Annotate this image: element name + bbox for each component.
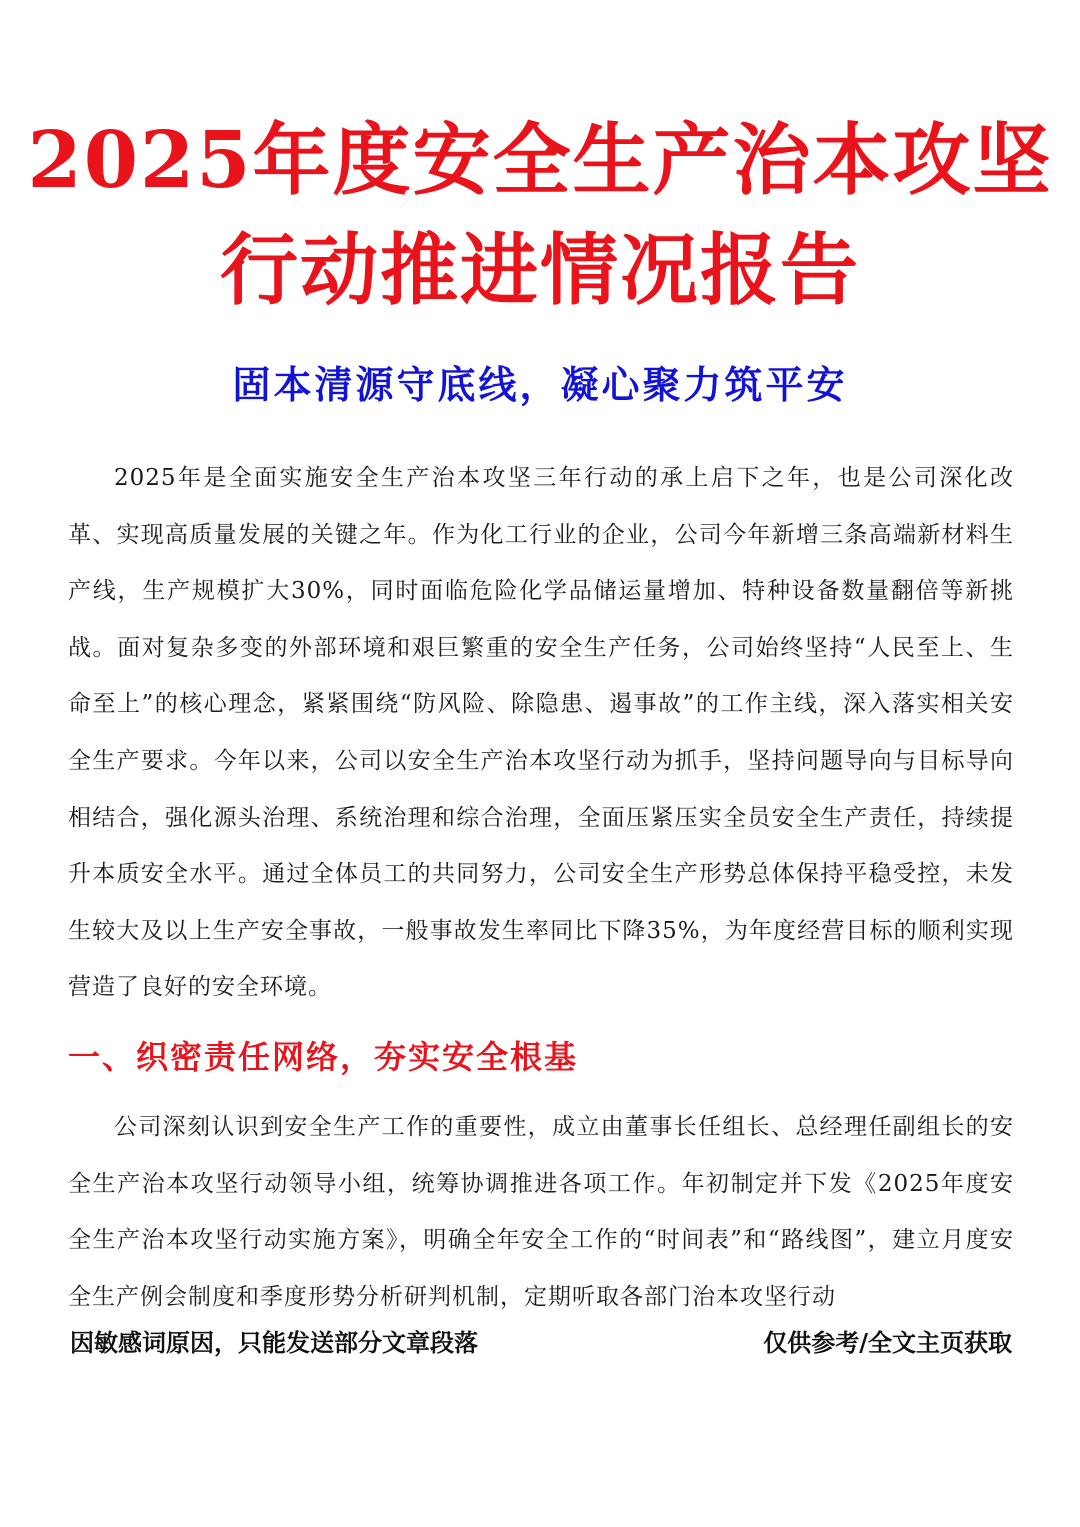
intro-paragraph: 2025年是全面实施安全生产治本攻坚三年行动的承上启下之年，也是公司深化改革、实现高质量发展的关键之年。作为化工行业的企业，公司今年新增三条高端新材料生产线，生产规模扩大30%，同时面临危险化学品储运量增加、特种设备数量翻倍等新挑战。面对复杂多变的外部环境和艰巨繁重的安全生产任务，公司始终坚持“人民至上、生命至上”的核心理念，紧紧围绕“防风险、除隐患、遏事故”的工作主线，深入落实相关安全生产要求。今年以来，公司以安全生产治本攻坚行动为抓手，坚持问题导向与目标导向相结合，强化源头治理、系统治理和综合治理，全面压紧压实全员安全生产责任，持续提升本质安全水平。通过全体员工的共同努力，公司安全生产形势总体保持平稳受控，未发生较大及以上生产安全事故，一般事故发生率同比下降35%，为年度经营目标的顺利实现营造了良好的安全环境。: [68, 465, 1014, 1001]
document-subtitle: 固本清源守底线，凝心聚力筑平安: [232, 362, 848, 407]
section-1-paragraph: 公司深刻认识到安全生产工作的重要性，成立由董事长任组长、总经理任副组长的安全生产治本攻坚行动领导小组，统筹协调推进各项工作。年初制定并下发《2025年度安全生产治本攻坚行动实施方案》，明确全年安全工作的“时间表”和“路线图”，建立月度安全生产例会制度和季度形势分析研判机制，定期听取各部门治本攻坚行动: [68, 1114, 1014, 1310]
footer-left-note: 因敏感词原因，只能发送部分文章段落: [70, 1328, 478, 1357]
footer-right-note: 仅供参考/全文主页获取: [763, 1328, 1012, 1357]
section-1-heading: 一、织密责任网络，夯实安全根基: [68, 1038, 579, 1076]
document-title-line-1: 2025年度安全生产治本攻坚: [27, 115, 1053, 206]
document-title-line-2: 行动推进情况报告: [219, 225, 860, 316]
